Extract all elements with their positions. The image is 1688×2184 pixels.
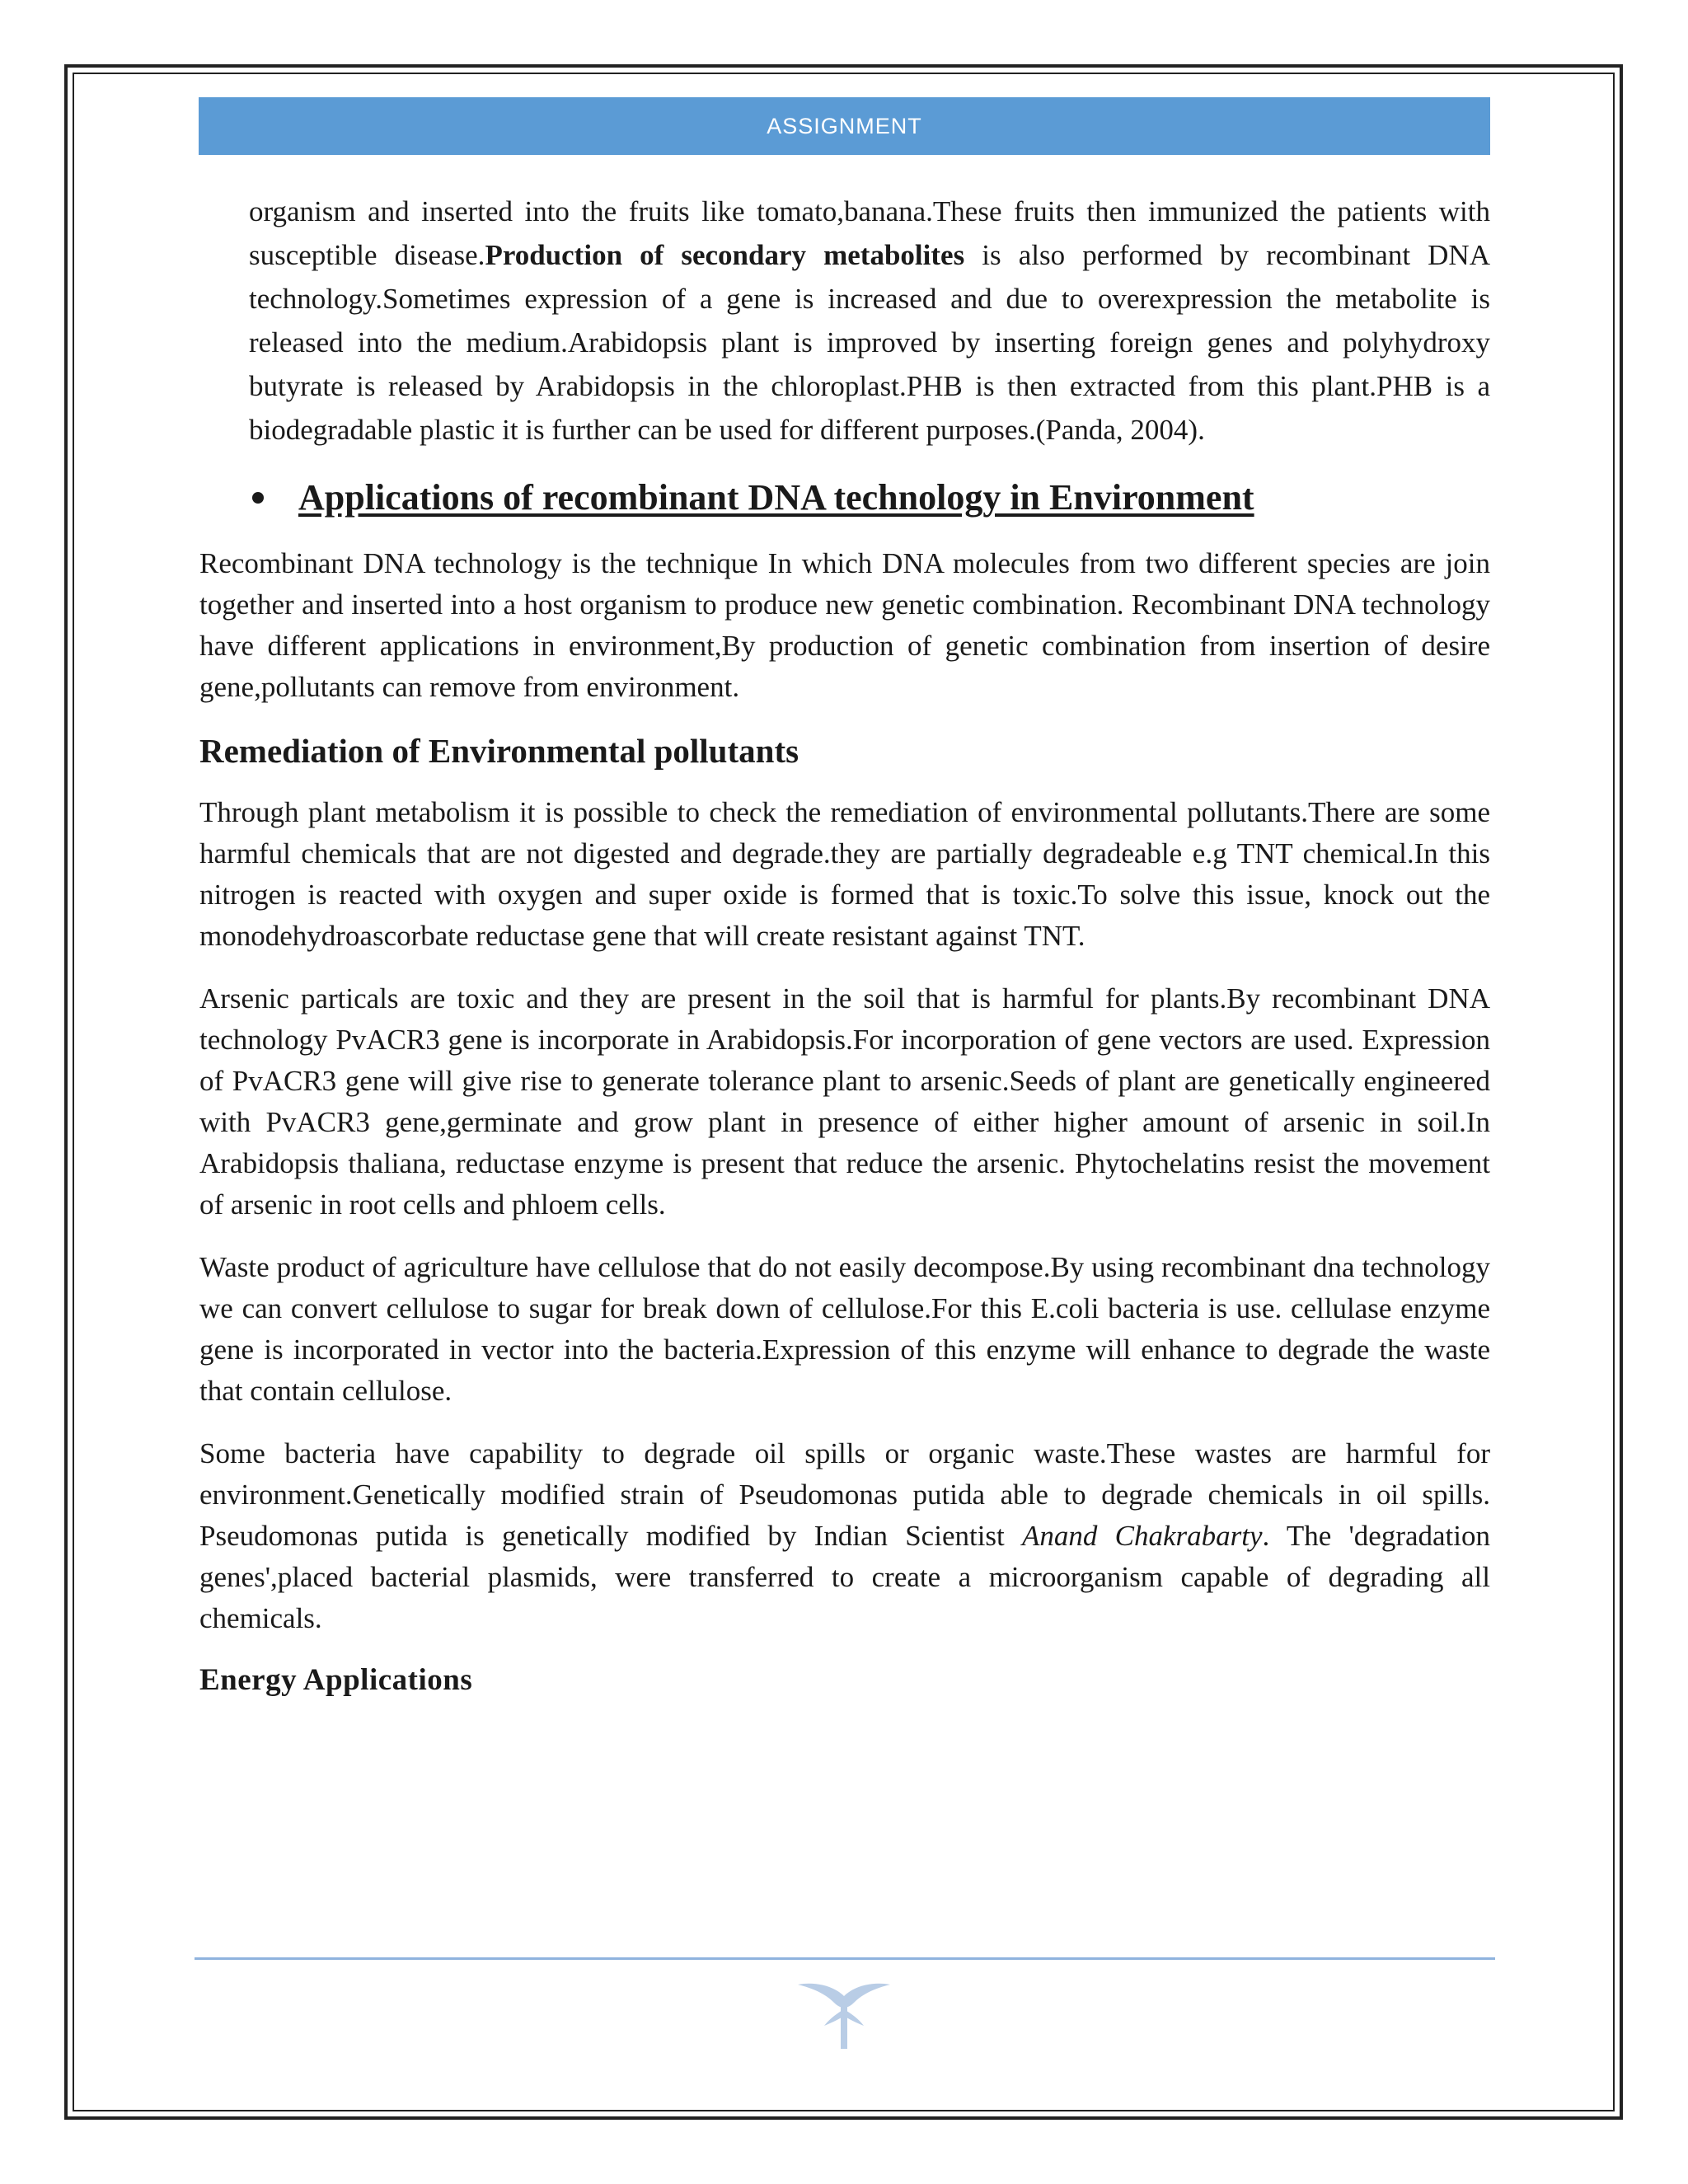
header-title: ASSIGNMENT — [767, 113, 922, 138]
scientist-name: Anand Chakrabarty — [1022, 1520, 1263, 1552]
tnt-paragraph: Through plant metabolism it is possible to check the remediation of environmental pollutants.There are some harmful chemicals that are not digested and degrade.they are partially degradeable e.g TNT chemical.In this nitrogen is reacted with oxygen and super oxide is formed that is toxic.To solve this issue, knock out the monodehydroascorbate reductase gene that will create resistant against TNT. — [199, 796, 1490, 952]
secondary-metabolites-term: Production of secondary metabolites — [485, 239, 965, 271]
energy-heading: Energy Applications — [199, 1663, 473, 1697]
document-body — [199, 190, 1490, 1698]
footer-divider — [195, 1957, 1495, 1960]
oil-spill-paragraph: Some bacteria have capability to degrade oil spills or organic waste.These wastes are harmful for environment.Genetically modified strain of Pseudomonas putida able to degrade chemicals in oil spills. Pseudomonas putida is genetically modified by Indian Scientist Anand Chakrabarty. The 'degradation genes',placed bacterial plasmids, were transferred to create a microorganism capable of degrading all chemicals. — [199, 1437, 1490, 1634]
arsenic-paragraph: Arsenic particals are toxic and they are present in the soil that is harmful for plants.By recombinant DNA technology PvACR3 gene is incorporate in Arabidopsis.For incorporation of gene vectors are used. Expression of PvACR3 gene will give rise to generate tolerance plant to arsenic.Seeds of plant are genetically engineered with PvACR3 gene,germinate and grow plant in presence of either higher amount of arsenic in soil.In Arabidopsis thaliana, reductase enzyme is present that reduce the arsenic. Phytochelatins resist the movement of arsenic in root cells and phloem cells. — [199, 982, 1490, 1221]
environment-heading: Applications of recombinant DNA technology in Environment — [298, 477, 1254, 518]
remediation-heading: Remediation of Environmental pollutants — [199, 732, 799, 770]
header-bar — [199, 97, 1490, 155]
environment-paragraph: Recombinant DNA technology is the technique In which DNA molecules from two different species are join together and inserted into a host organism to produce new genetic combination. Recombinant DNA technology have different applications in environment,By production of genetic combination from insertion of desire gene,pollutants can remove from environment. — [199, 547, 1490, 703]
leaf-ornament-icon — [791, 1978, 897, 2052]
intro-paragraph: organism and inserted into the fruits like tomato,banana.These fruits then immunized the patients with susceptible disease.Production of secondary metabolites is also performed by recombinant DNA technology.Sometimes expression of a gene is increased and due to overexpression the metabolite is released into the medium.Arabidopsis plant is improved by inserting foreign genes and polyhydroxy butyrate is released by Arabidopsis in the chloroplast.PHB is then extracted from this plant.PHB is a biodegradable plastic it is further can be used for different purposes.(Panda, 2004). — [249, 195, 1490, 446]
bullet-icon — [252, 492, 264, 504]
environment-heading-item — [249, 476, 1490, 518]
cellulose-paragraph: Waste product of agriculture have cellulose that do not easily decompose.By using recombinant dna technology we can convert cellulose to sugar for break down of cellulose.For this E.coli bacteria is use. cellulase enzyme gene is incorporated in vector into the bacteria.Expression of this enzyme will enhance to degrade the waste that contain cellulose. — [199, 1251, 1490, 1407]
